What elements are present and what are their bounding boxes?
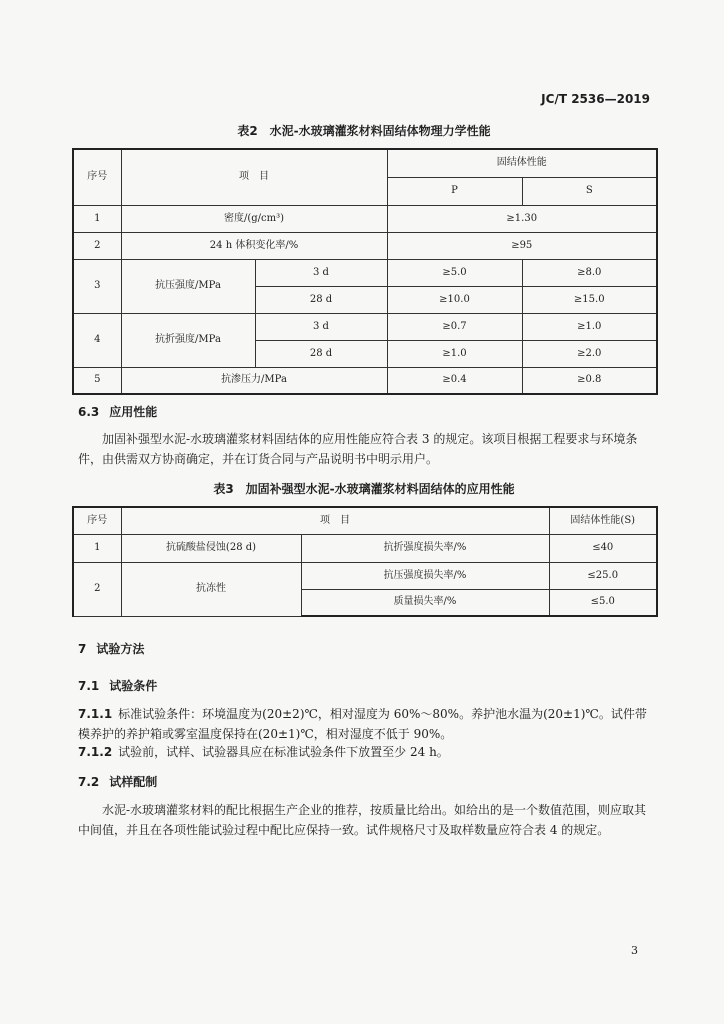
table2-cell-item: 抗渗压力/MPa xyxy=(121,367,387,394)
table2-cell-p: ≥10.0 xyxy=(387,286,522,313)
table2-cell-age: 3 d xyxy=(255,259,387,286)
table2-cell-p: ≥1.0 xyxy=(387,340,522,367)
section-title: 试样配制 xyxy=(109,775,158,789)
table3-cell-label: 质量损失率/% xyxy=(301,589,549,616)
table2-cell-p: ≥0.7 xyxy=(387,313,522,340)
table3-cell-value: ≤5.0 xyxy=(549,589,657,616)
clause-7-1-2 xyxy=(78,742,658,762)
table2-cell-p: ≥0.4 xyxy=(387,367,522,394)
table2-cell-s: ≥2.0 xyxy=(522,340,657,367)
clause-number: 7.1.2 xyxy=(78,745,113,759)
table2-cell-age: 28 d xyxy=(255,286,387,313)
section-6-3-paragraph: 加固补强型水泥-水玻璃灌浆材料固结体的应用性能应符合表 3 的规定。该项目根据工程要求与环境条件，由供需双方协商确定，并在订货合同与产品说明书中明示用户。 xyxy=(78,432,638,466)
table2-head-item: 项 目 xyxy=(121,149,387,205)
table2 xyxy=(72,148,658,395)
table2-cell-age: 28 d xyxy=(255,340,387,367)
section-number: 7.1 xyxy=(78,679,100,693)
clause-7-1-1 xyxy=(78,704,658,744)
table3-cell-value: ≤40 xyxy=(549,534,657,562)
table-row xyxy=(73,562,657,589)
table2-cell-no: 5 xyxy=(73,367,121,394)
table3-cell-no: 2 xyxy=(73,562,121,616)
standard-code: JC/T 2536—2019 xyxy=(541,92,650,106)
table2-head-s: S xyxy=(522,177,657,205)
table3-cell-item: 抗硫酸盐侵蚀(28 d) xyxy=(121,534,301,562)
table2-cell-no: 2 xyxy=(73,232,121,259)
table3 xyxy=(72,506,658,617)
table3-head-item: 项 目 xyxy=(121,507,549,534)
table2-cell-item: 24 h 体积变化率/% xyxy=(121,232,387,259)
section-number: 6.3 xyxy=(78,405,100,419)
table2-head-no: 序号 xyxy=(73,149,121,205)
table-row xyxy=(73,367,657,394)
section-7-1-heading xyxy=(78,677,157,694)
table3-caption: 表3 加固补强型水泥-水玻璃灌浆材料固结体的应用性能 xyxy=(213,482,515,496)
table2-cell-p: ≥5.0 xyxy=(387,259,522,286)
clause-text: 标准试验条件：环境温度为(20±2)℃，相对湿度为 60%～80%。养护池水温为(20±1)℃。试件带模养护的养护箱或雾室温度保持在(20±1)℃，相对湿度不低于 90%。 xyxy=(78,707,647,741)
section-title: 应用性能 xyxy=(109,405,158,419)
table3-cell-label: 抗压强度损失率/% xyxy=(301,562,549,589)
table2-cell-value: ≥1.30 xyxy=(387,205,657,232)
section-title: 试验条件 xyxy=(109,679,158,693)
table2-cell-age: 3 d xyxy=(255,313,387,340)
table2-cell-no: 3 xyxy=(73,259,121,313)
table-row xyxy=(73,313,657,340)
table2-head-p: P xyxy=(387,177,522,205)
section-7-2-paragraph: 水泥-水玻璃灌浆材料的配比根据生产企业的推荐，按质量比给出。如给出的是一个数值范围，则应取其中间值，并且在各项性能试验过程中配比应保持一致。试件规格尺寸及取样数量应符合表 4 的规定。 xyxy=(78,803,647,837)
section-7-2-heading xyxy=(78,773,157,790)
table3-cell-item: 抗冻性 xyxy=(121,562,301,616)
table3-cell-label: 抗折强度损失率/% xyxy=(301,534,549,562)
table2-cell-item: 密度/(g/cm³) xyxy=(121,205,387,232)
section-6-3-heading xyxy=(78,403,157,420)
table2-cell-no: 1 xyxy=(73,205,121,232)
table2-cell-item: 抗折强度/MPa xyxy=(121,313,255,367)
table2-cell-no: 4 xyxy=(73,313,121,367)
table-row xyxy=(73,232,657,259)
clause-text: 试验前，试样、试验器具应在标准试验条件下放置至少 24 h。 xyxy=(118,745,449,759)
table3-cell-no: 1 xyxy=(73,534,121,562)
table3-head-perf: 固结体性能(S) xyxy=(549,507,657,534)
clause-number: 7.1.1 xyxy=(78,707,113,721)
table2-cell-item: 抗压强度/MPa xyxy=(121,259,255,313)
table2-cell-s: ≥1.0 xyxy=(522,313,657,340)
table2-cell-s: ≥15.0 xyxy=(522,286,657,313)
table-row xyxy=(73,259,657,286)
table2-cell-s: ≥0.8 xyxy=(522,367,657,394)
table2-caption: 表2 水泥-水玻璃灌浆材料固结体物理力学性能 xyxy=(237,124,491,138)
table-row xyxy=(73,534,657,562)
section-number: 7 xyxy=(78,642,87,656)
table3-head-no: 序号 xyxy=(73,507,121,534)
table2-cell-value: ≥95 xyxy=(387,232,657,259)
table2-head-perf: 固结体性能 xyxy=(387,149,657,177)
section-7-heading xyxy=(78,640,144,657)
table3-cell-value: ≤25.0 xyxy=(549,562,657,589)
section-number: 7.2 xyxy=(78,775,100,789)
table-row xyxy=(73,205,657,232)
table2-cell-s: ≥8.0 xyxy=(522,259,657,286)
page-number: 3 xyxy=(631,944,638,957)
section-title: 试验方法 xyxy=(96,642,145,656)
